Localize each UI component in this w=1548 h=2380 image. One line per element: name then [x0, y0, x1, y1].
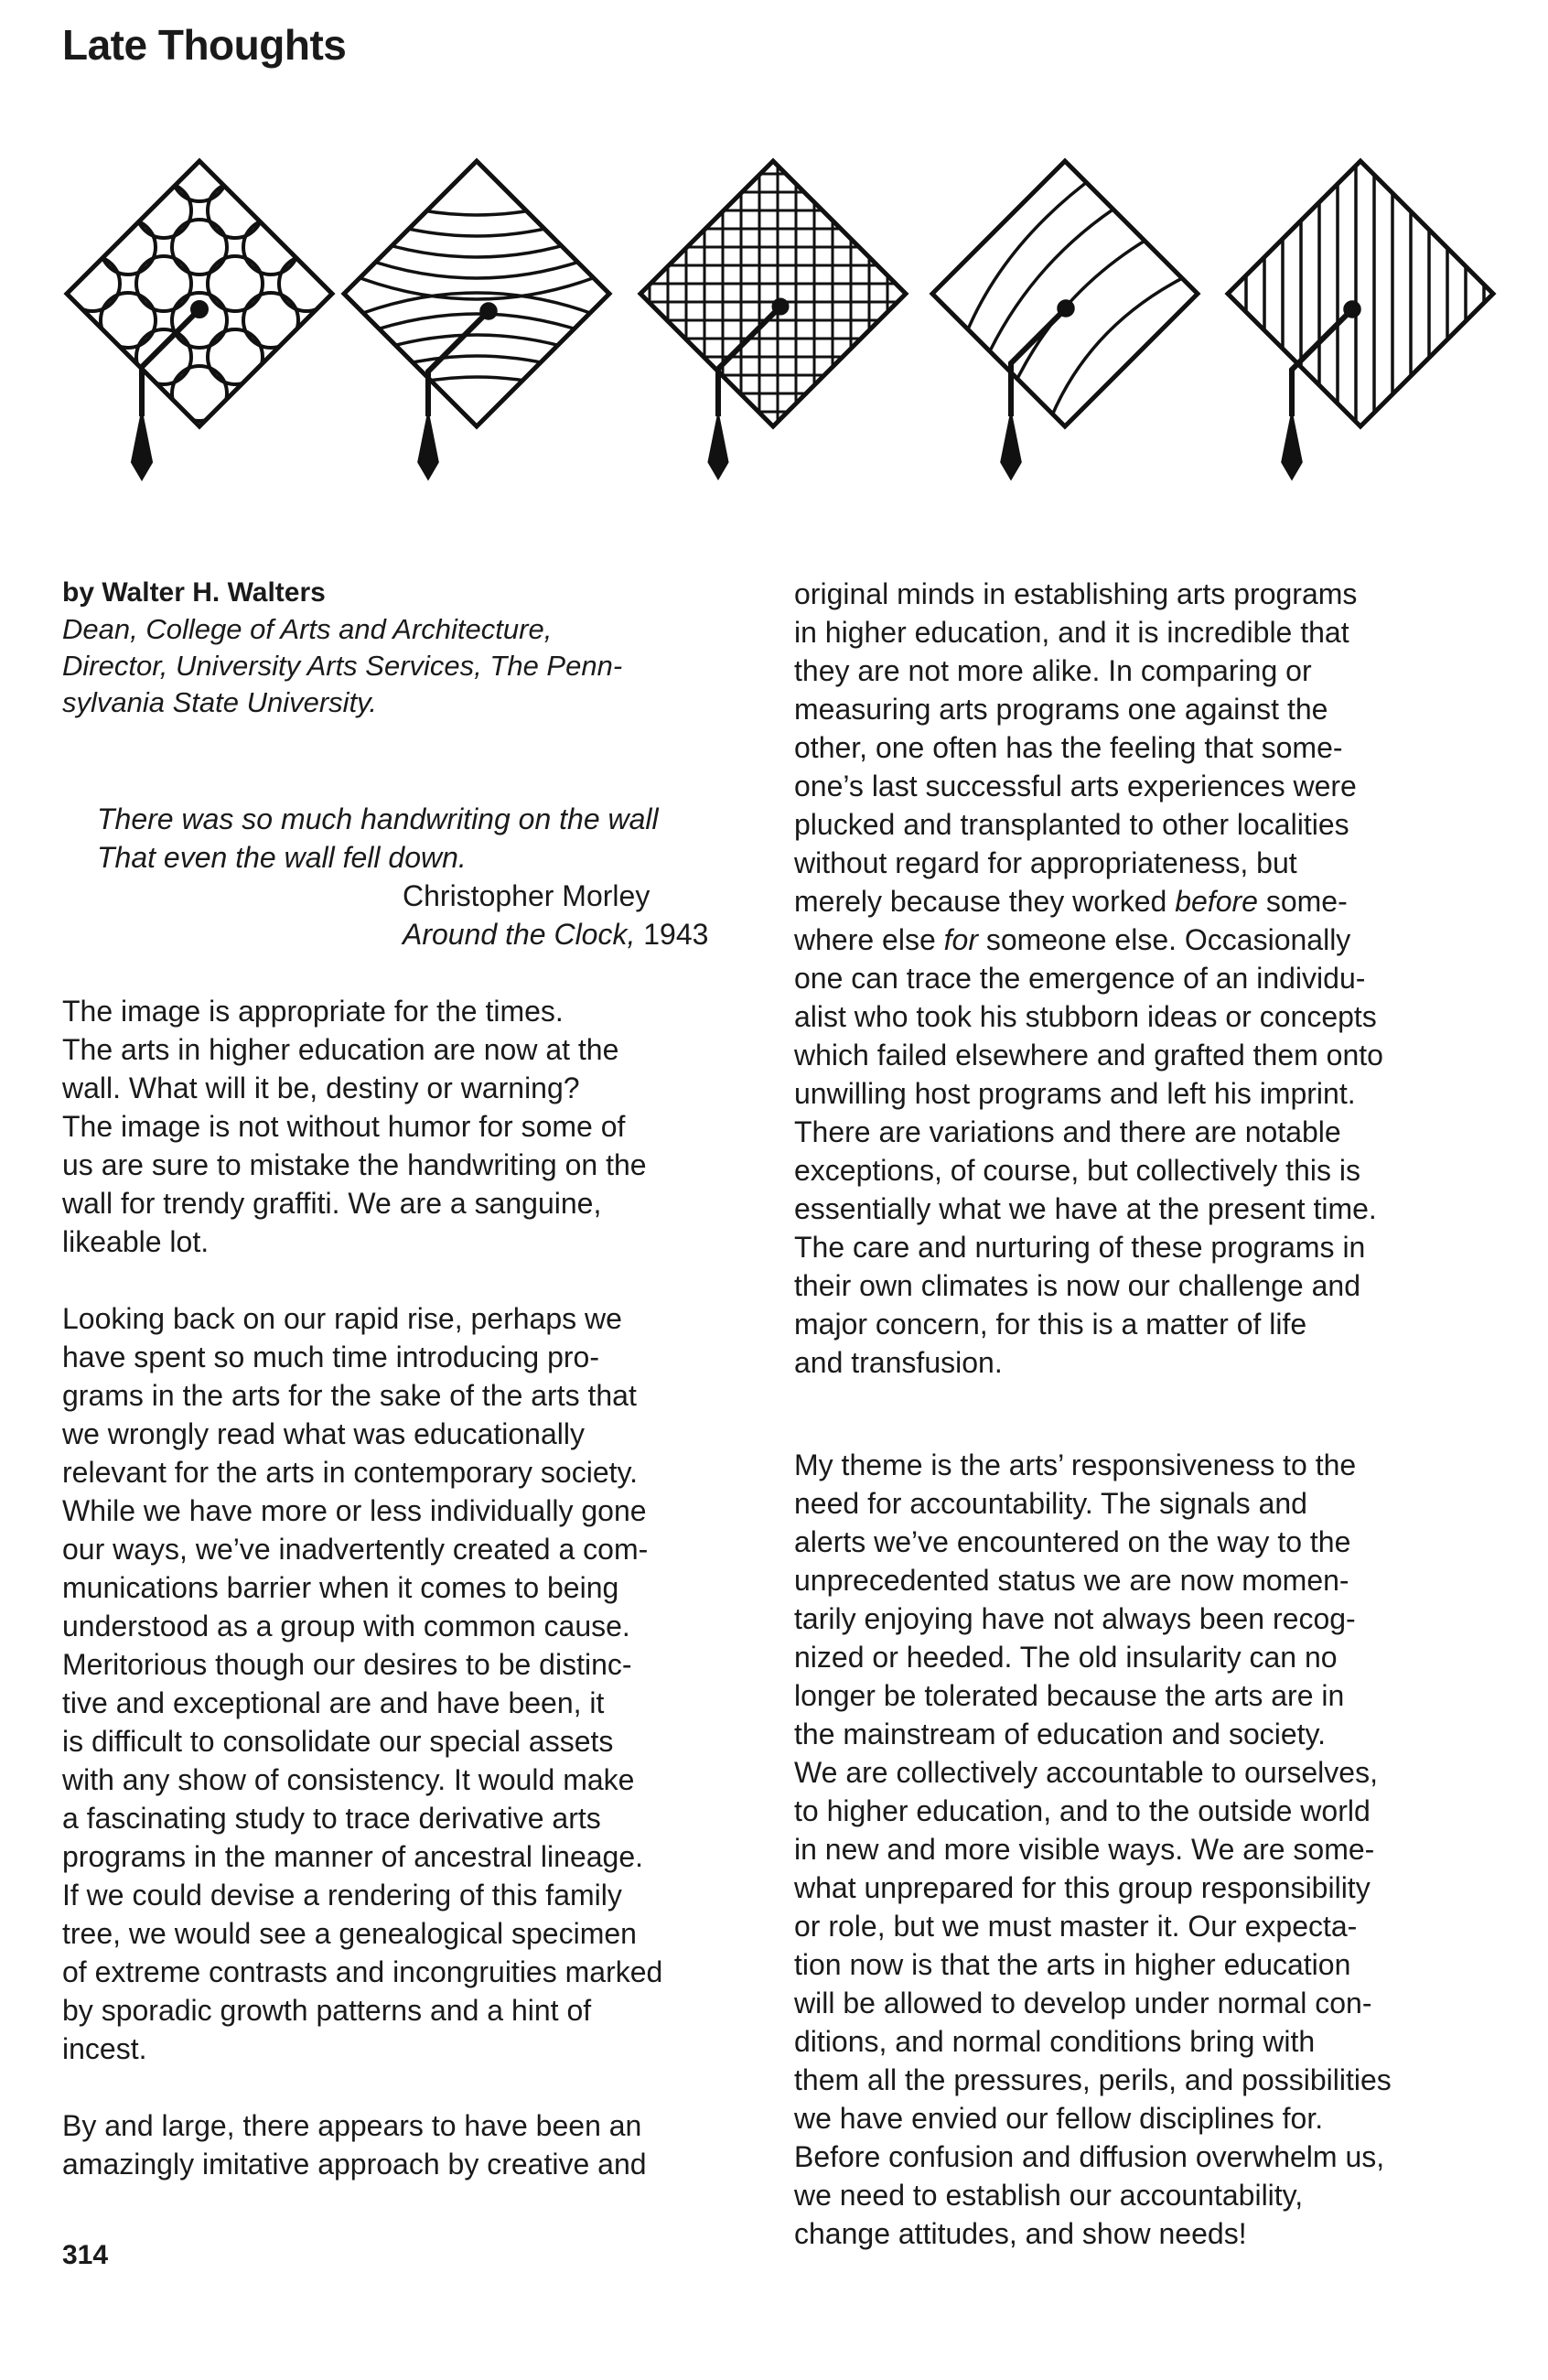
body-paragraph	[794, 575, 1499, 1382]
text-line: alist who took his stubborn ideas or concepts	[794, 1000, 1377, 1033]
text-line: the mainstream of education and society.	[794, 1718, 1327, 1750]
text-line: we have envied our fellow disciplines for.	[794, 2102, 1324, 2135]
text-line: tion now is that the arts in higher education	[794, 1948, 1351, 1981]
text-line: If we could devise a rendering of this family	[62, 1879, 622, 1912]
graduation-caps-illustration	[0, 137, 1548, 531]
left-column	[62, 575, 767, 2183]
text-line: There are variations and there are notable	[794, 1115, 1341, 1148]
right-column	[794, 575, 1499, 2253]
text-line: them all the pressures, perils, and possibilities	[794, 2063, 1392, 2096]
cap-curves	[932, 161, 1198, 478]
text-line: The image is not without humor for some of	[62, 1110, 626, 1143]
affiliation-line: Director, University Arts Services, The Penn-	[62, 650, 623, 682]
text-line: or role, but we must master it. Our expecta-	[794, 1910, 1358, 1943]
text-line: essentially what we have at the present time.	[794, 1192, 1377, 1225]
author-byline: by Walter H. Walters	[62, 577, 326, 608]
text-line: unprecedented status we are now momen-	[794, 1564, 1349, 1597]
cap-stripes	[1228, 137, 1493, 478]
text-line: our ways, we’ve inadvertently created a com-	[62, 1533, 649, 1566]
text-line: alerts we’ve encountered on the way to the	[794, 1525, 1351, 1558]
epigraph-source	[62, 915, 767, 953]
text-line: wall for trendy graffiti. We are a sanguine,	[62, 1187, 602, 1220]
text-line: merely because they worked before some-	[794, 885, 1348, 918]
text-line: with any show of consistency. It would make	[62, 1763, 635, 1796]
epigraph-line: There was so much handwriting on the wall	[97, 802, 659, 835]
body-paragraph	[62, 2106, 767, 2183]
text-line: which failed elsewhere and grafted them onto	[794, 1039, 1383, 1072]
text-line: Meritorious though our desires to be distinc-	[62, 1648, 632, 1681]
text-line: plucked and transplanted to other localities	[794, 808, 1349, 841]
epigraph-source-title: Around the Clock,	[403, 918, 636, 951]
text-line: ditions, and normal conditions bring with	[794, 2025, 1316, 2058]
text-line: Before confusion and diffusion overwhelm us,	[794, 2140, 1385, 2173]
text-line: My theme is the arts’ responsiveness to the	[794, 1448, 1357, 1481]
text-line: Looking back on our rapid rise, perhaps we	[62, 1302, 622, 1335]
body-paragraph	[62, 992, 767, 1261]
text-line: relevant for the arts in contemporary society.	[62, 1456, 639, 1489]
text-line: nized or heeded. The old insularity can no	[794, 1641, 1338, 1674]
body-paragraph	[794, 1446, 1499, 2253]
text-line: The arts in higher education are now at the	[62, 1033, 619, 1066]
text-line: By and large, there appears to have been an	[62, 2109, 642, 2142]
page-title: Late Thoughts	[62, 21, 347, 69]
text-line: understood as a group with common cause.	[62, 1610, 630, 1642]
text-line: longer be tolerated because the arts are in	[794, 1679, 1345, 1712]
text-line: amazingly imitative approach by creative and	[62, 2148, 647, 2181]
epigraph-line: That even the wall fell down.	[97, 841, 467, 874]
epigraph-author: Christopher Morley	[403, 879, 650, 912]
text-line: is difficult to consolidate our special assets	[62, 1725, 614, 1758]
text-line: tive and exceptional are and have been, it	[62, 1686, 605, 1719]
text-line: need for accountability. The signals and	[794, 1487, 1307, 1520]
text-line: While we have more or less individually gone	[62, 1494, 647, 1527]
text-line: what unprepared for this group responsibility	[794, 1871, 1371, 1904]
text-line: where else for someone else. Occasionally	[794, 923, 1351, 956]
text-line: original minds in establishing arts programs	[794, 577, 1358, 610]
text-line: by sporadic growth patterns and a hint of	[62, 1994, 592, 2027]
text-line: tree, we would see a genealogical specimen	[62, 1917, 637, 1950]
text-line: major concern, for this is a matter of life	[794, 1308, 1307, 1341]
text-line: we need to establish our accountability,	[794, 2179, 1304, 2212]
text-line: The image is appropriate for the times.	[62, 995, 564, 1028]
text-line: incest.	[62, 2032, 147, 2065]
text-line: to higher education, and to the outside world	[794, 1794, 1371, 1827]
affiliation-line: sylvania State University.	[62, 686, 377, 718]
text-line: programs in the manner of ancestral lineage.	[62, 1840, 644, 1873]
text-line: likeable lot.	[62, 1225, 210, 1258]
text-line: other, one often has the feeling that some-	[794, 731, 1343, 764]
text-line: and transfusion.	[794, 1346, 1003, 1379]
text-line: wall. What will it be, destiny or warning?	[62, 1072, 580, 1104]
text-line: we wrongly read what was educationally	[62, 1417, 585, 1450]
text-line: a fascinating study to trace derivative arts	[62, 1802, 601, 1835]
text-line: unwilling host programs and left his imprint.	[794, 1077, 1356, 1110]
text-line: they are not more alike. In comparing or	[794, 654, 1312, 687]
page-number: 314	[62, 2240, 109, 2270]
text-line: munications barrier when it comes to being	[62, 1571, 619, 1604]
text-line: one’s last successful arts experiences were	[794, 770, 1357, 802]
text-line: tarily enjoying have not always been recog-	[794, 1602, 1356, 1635]
text-line: us are sure to mistake the handwriting on the	[62, 1148, 647, 1181]
cap-waves	[344, 161, 609, 478]
cap-grid	[640, 137, 906, 478]
text-line: without regard for appropriateness, but	[794, 846, 1297, 879]
text-line: of extreme contrasts and incongruities marked	[62, 1955, 663, 1988]
body-paragraph	[62, 1299, 767, 2068]
text-line: measuring arts programs one against the	[794, 693, 1328, 726]
text-line: one can trace the emergence of an individu-	[794, 962, 1366, 995]
text-line: The care and nurturing of these programs in	[794, 1231, 1366, 1264]
text-line: their own climates is now our challenge and	[794, 1269, 1360, 1302]
text-line: change attitudes, and show needs!	[794, 2217, 1247, 2250]
text-line: in new and more visible ways. We are some-	[794, 1833, 1375, 1866]
epigraph	[62, 800, 767, 953]
text-line: in higher education, and it is incredible that	[794, 616, 1349, 649]
text-line: will be allowed to develop under normal con-	[794, 1987, 1372, 2019]
cap-circles	[65, 146, 334, 478]
text-line: We are collectively accountable to ourselves,	[794, 1756, 1378, 1789]
text-line: grams in the arts for the sake of the arts that	[62, 1379, 637, 1412]
text-line: exceptions, of course, but collectively this is	[794, 1154, 1360, 1187]
epigraph-source-year: 1943	[643, 918, 709, 951]
text-line: have spent so much time introducing pro-	[62, 1341, 599, 1373]
affiliation-line: Dean, College of Arts and Architecture,	[62, 613, 553, 645]
